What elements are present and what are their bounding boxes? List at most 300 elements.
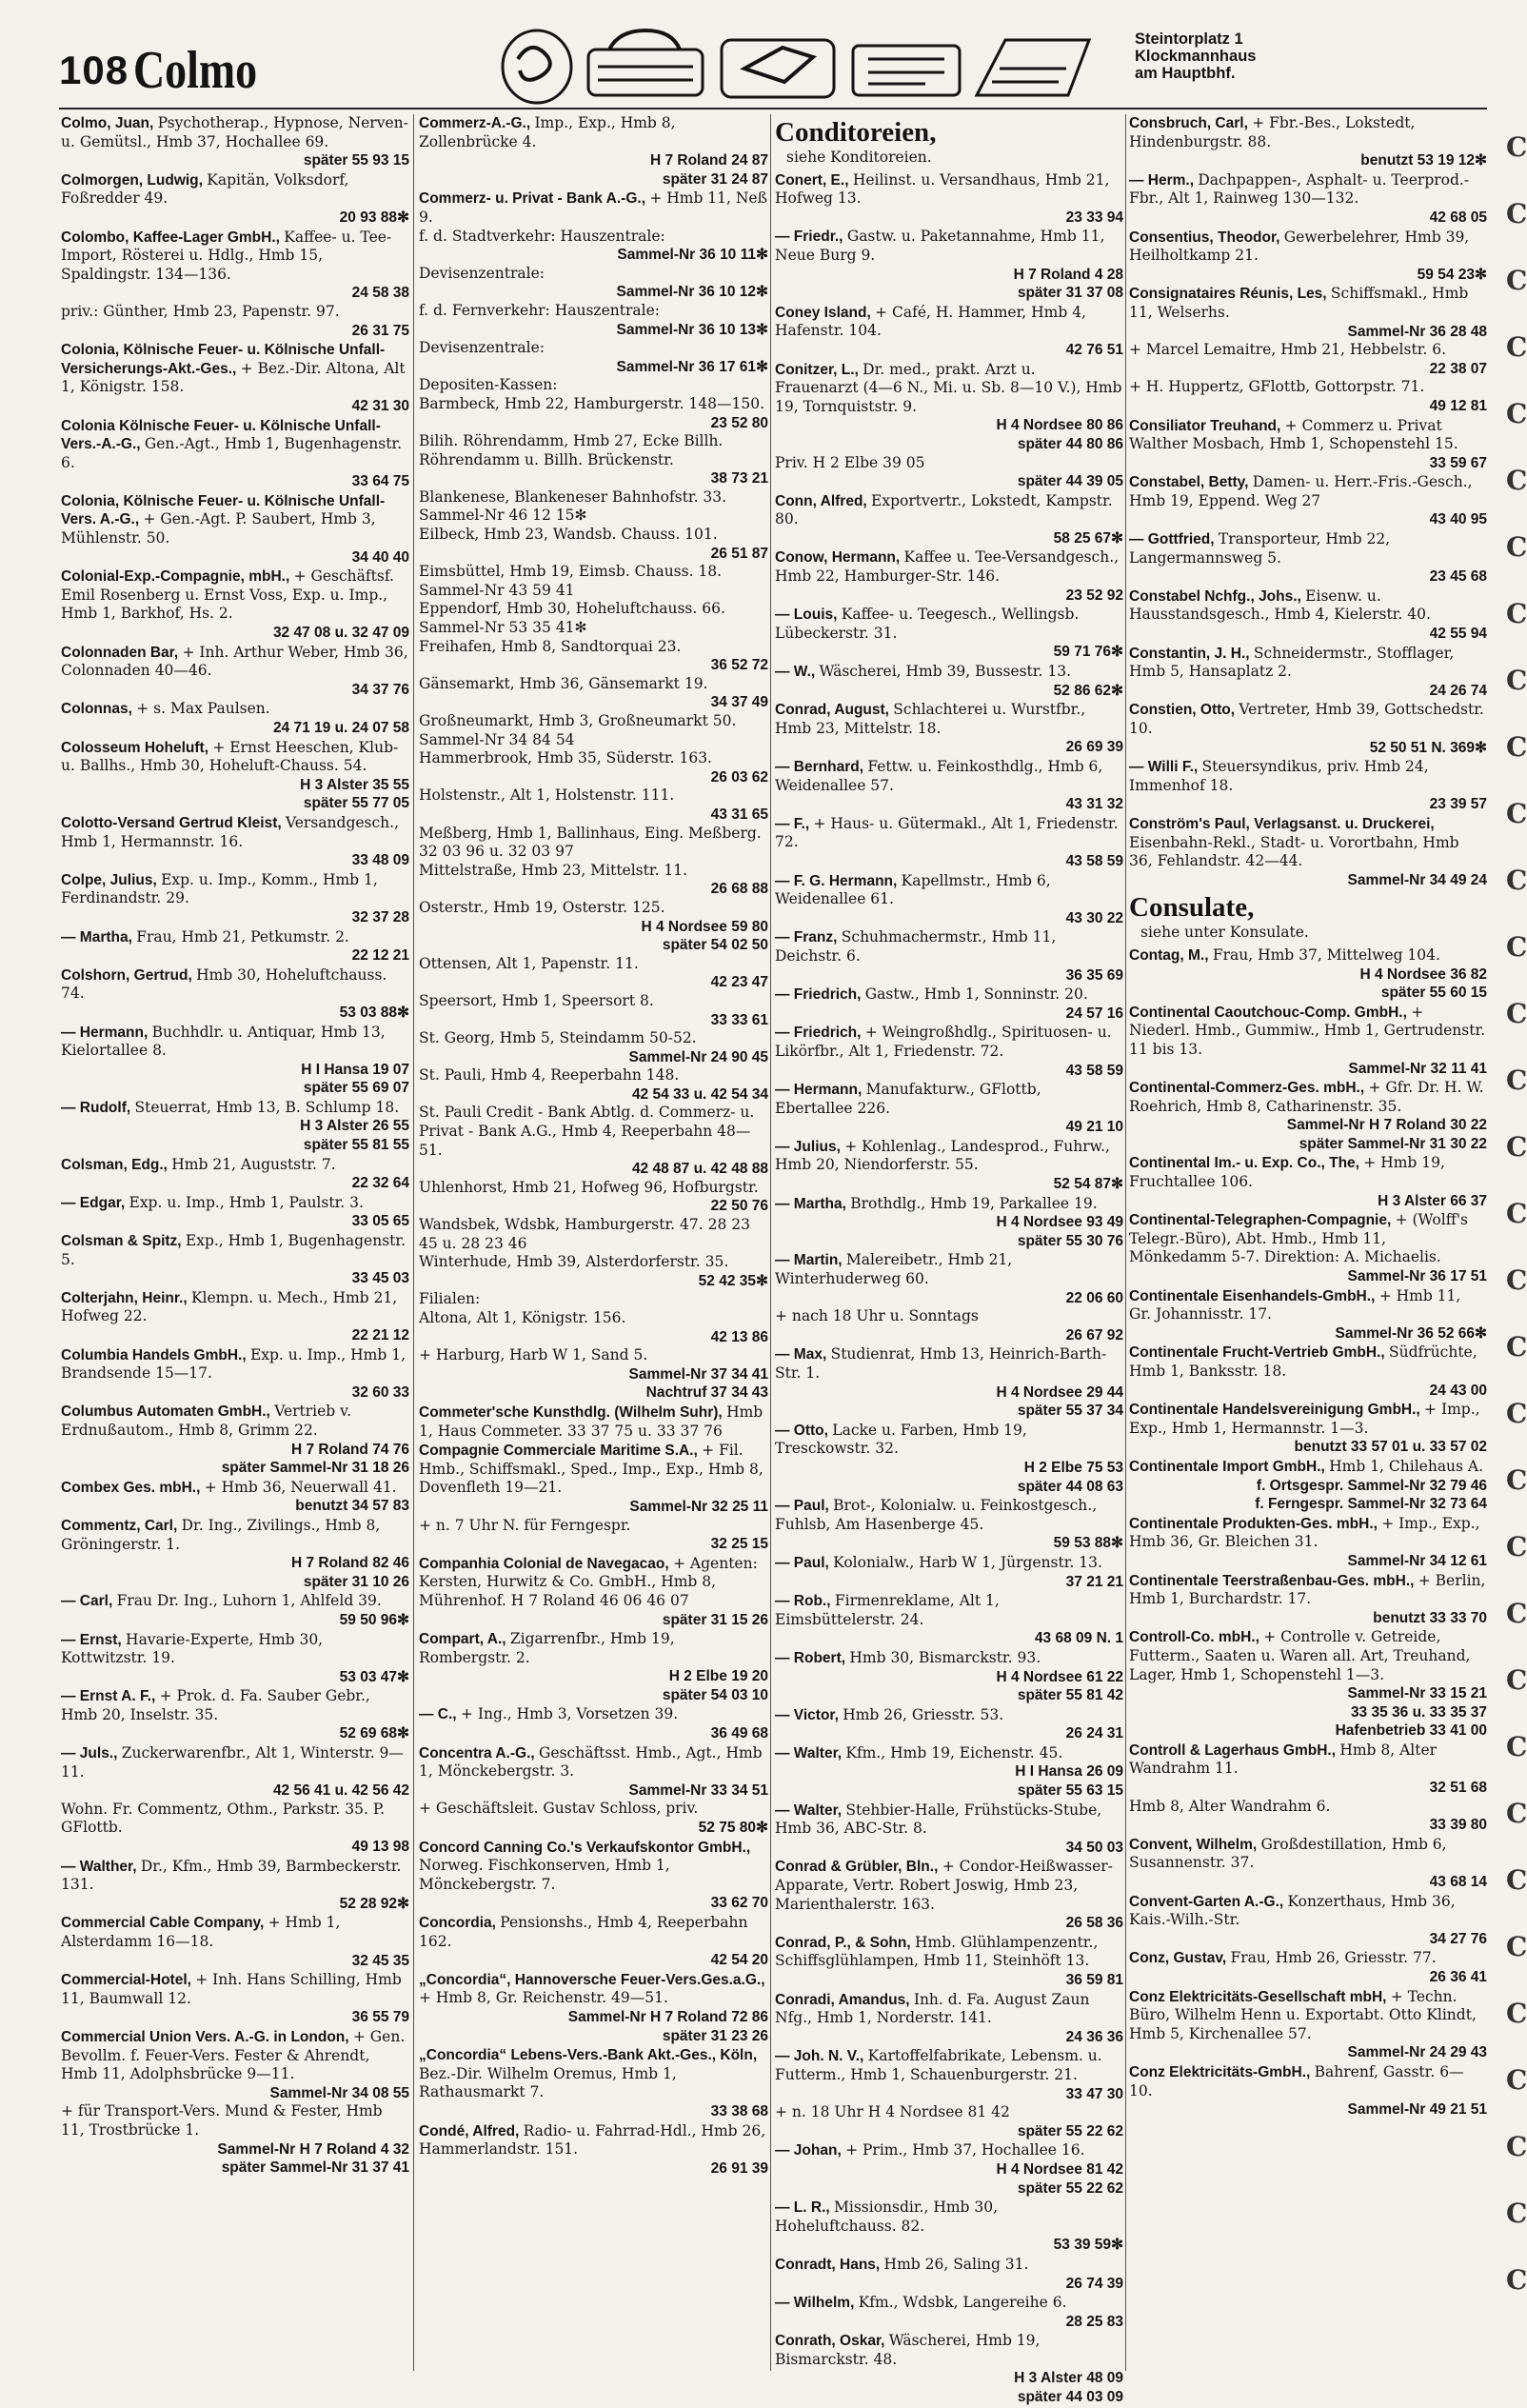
- phone-number: 52 50 51 N. 369✻: [1369, 739, 1487, 756]
- entry-name: Commeter'sche Kunsthdlg. (Wilhelm Suhr),: [419, 1403, 727, 1421]
- phone-number: 59 71 76✻: [1053, 644, 1123, 661]
- phone-number: 42 56 41 u. 42 56 42: [272, 1782, 409, 1800]
- entry-detail: Buchhdlr. u. Antiquar, Hmb 13, Kielortallee 8.: [61, 1023, 386, 1060]
- entry-detail: + Hmb 8, Gr. Reichenstr. 49—51.: [419, 1989, 668, 2007]
- phone-number: später 55 60 15: [1380, 985, 1487, 1002]
- entry-detail: Großdestillation, Hmb 6, Susannenstr. 37.: [1129, 1835, 1447, 1872]
- phone-number: 33 39 80: [1429, 1817, 1487, 1834]
- phone-number: 49 21 10: [1065, 1119, 1123, 1136]
- entry-name: Convent, Wilhelm,: [1129, 1836, 1261, 1853]
- entry-detail: Frau, Hmb 37, Mittelweg 104.: [1212, 945, 1440, 964]
- entry-name: Conrad, August,: [775, 702, 894, 719]
- entry-name: Continentale Eisenhandels-GmbH.,: [1129, 1287, 1379, 1304]
- running-head: Colmo: [133, 41, 258, 100]
- directory-entry: [775, 1251, 1123, 1344]
- entry-name: „Concordia“ Lebens-Vers.-Bank Akt.-Ges., Köln,: [419, 2047, 758, 2064]
- phone-number: 23 52 80: [710, 414, 768, 431]
- entry-detail: Eimsbüttel, Hmb 19, Eimsb. Chauss. 18. Sammel-Nr 43 59 41: [419, 563, 723, 599]
- entry-name: Coney Island,: [775, 304, 876, 321]
- entry-detail: + nach 18 Uhr u. Sonntags: [775, 1307, 979, 1325]
- phone-number: benutzt 34 57 83: [295, 1498, 409, 1515]
- entry-name: Commercial-Hotel,: [61, 1972, 196, 1989]
- phone-number: später 55 81 55: [303, 1137, 409, 1154]
- phone-number: 59 50 96✻: [339, 1611, 409, 1628]
- entry-name: — Martha,: [775, 1195, 851, 1212]
- entry-detail: Dachpappen-, Asphalt- u. Teerprod.-Fbr., Alt 1, Rainweg 130—132.: [1129, 170, 1470, 208]
- directory-entry: [61, 492, 409, 567]
- phone-number: H 3 Alster 66 37: [1378, 1192, 1487, 1209]
- phone-number: später Sammel-Nr 31 37 41: [221, 2159, 409, 2177]
- phone-number: 32 25 15: [710, 1536, 768, 1553]
- entry-detail: Steuerrat, Hmb 13, B. Schlump 18.: [134, 1098, 400, 1116]
- entry-name: Commerz-A.-G.,: [419, 115, 535, 131]
- entry-name: Conström's Paul, Verlagsanst. u. Druckerei,: [1129, 815, 1435, 832]
- entry-detail: + Geschäftsleit. Gustav Schloss, priv.: [419, 1800, 699, 1818]
- directory-entry: [775, 2141, 1123, 2198]
- phone-number: Sammel-Nr 24 29 43: [1347, 2044, 1487, 2061]
- entry-detail: Depositen-Kassen:: [419, 376, 558, 394]
- phone-number: 26 69 39: [1065, 739, 1123, 756]
- entry-detail: + Bez.-Dir. Altona, Alt 1, Königstr. 158.: [61, 359, 406, 396]
- phone-number: 49 12 81: [1429, 397, 1487, 414]
- phone-number: 43 40 95: [1429, 511, 1487, 528]
- entry-detail: + Marcel Lemaitre, Hmb 21, Hebbelstr. 6.: [1129, 341, 1447, 359]
- entry-name: — Edgar,: [61, 1194, 129, 1211]
- directory-entry: [775, 492, 1123, 548]
- directory-entry: [775, 1138, 1123, 1194]
- entry-detail: Geschäftsst. Hmb., Agt., Hmb 1, Mönckebergstr. 3.: [419, 1743, 763, 1781]
- column-2: [419, 114, 768, 2179]
- entry-name: — F.,: [775, 815, 814, 832]
- entry-name: — Juls.,: [61, 1745, 122, 1762]
- entry-name: Continentale Teerstraßenbau-Ges. mbH.,: [1129, 1572, 1418, 1589]
- entry-detail: + Hmb 1, Alsterdamm 16—18.: [61, 1914, 341, 1950]
- directory-entry: [61, 700, 409, 737]
- directory-entry: [419, 189, 768, 1403]
- phone-number: Sammel-Nr 33 15 21: [1347, 1685, 1487, 1702]
- directory-entry: [1129, 530, 1487, 587]
- phone-number: H I Hansa 19 07: [301, 1061, 409, 1078]
- entry-name: — Paul,: [775, 1498, 834, 1515]
- directory-entry: [1129, 473, 1487, 529]
- entry-detail: Norweg. Fischkonserven, Hmb 1, Mönckebergstr. 7.: [419, 1857, 670, 1893]
- entry-name: — Paul,: [775, 1554, 834, 1571]
- directory-entry: [1129, 1458, 1487, 1514]
- entry-detail: Blankenese, Blankeneser Bahnhofstr. 33. Sammel-Nr 46 12 15✻: [419, 488, 727, 525]
- section-reference: siehe Konditoreien.: [786, 149, 932, 166]
- entry-name: — Friedrich,: [775, 1025, 865, 1042]
- phone-number: 26 03 62: [710, 768, 768, 786]
- entry-detail: Dr., Kfm., Hmb 39, Barmbeckerstr. 131.: [61, 1857, 402, 1894]
- directory-entry: [61, 1289, 409, 1345]
- edge-fragment: C: [1506, 131, 1527, 163]
- phone-number: 26 51 87: [710, 545, 768, 562]
- phone-number: 33 35 36 u. 33 35 37: [1350, 1703, 1487, 1721]
- entry-detail: Speersort, Hmb 1, Speersort 8.: [419, 991, 654, 1009]
- entry-detail: Osterstr., Hmb 19, Osterstr. 125.: [419, 898, 665, 916]
- entry-detail: Kaffee u. Tee-Versandgesch., Hmb 22, Hamburger-Str. 146.: [775, 548, 1120, 586]
- phone-number: später 55 22 62: [1017, 2122, 1123, 2139]
- phone-number: Sammel-Nr 36 10 13✻: [616, 321, 768, 338]
- edge-fragment: C: [1506, 1398, 1527, 1429]
- phone-number: 34 40 40: [351, 548, 409, 566]
- directory-entry: [1129, 1079, 1487, 1153]
- entry-detail: Schlachterei u. Wurstfbr., Hmb 23, Mittelstr. 18.: [775, 701, 1086, 737]
- phone-number: H 2 Elbe 75 53: [1023, 1459, 1123, 1476]
- entry-detail: Zuckerwarenfbr., Alt 1, Winterstr. 9—11.: [61, 1744, 404, 1781]
- directory-entry: [775, 1991, 1123, 2047]
- directory-entry: [61, 928, 409, 965]
- entry-name: Conn, Alfred,: [775, 492, 872, 509]
- phone-number: Sammel-Nr 32 11 41: [1348, 1060, 1487, 1077]
- phone-number: 42 68 05: [1429, 209, 1487, 226]
- entry-detail: + Haus- u. Gütermakl., Alt 1, Friedenstr. 72.: [775, 814, 1119, 851]
- entry-detail: Brothdlg., Hmb 19, Parkallee 19.: [850, 1194, 1098, 1212]
- entry-detail: Freihafen, Hmb 8, Sandtorquai 23.: [419, 637, 682, 655]
- phone-number: 52 54 87✻: [1053, 1176, 1123, 1193]
- entry-name: Consentius, Theodor,: [1129, 229, 1284, 246]
- phone-number: 53 39 59✻: [1053, 2237, 1123, 2254]
- entry-name: Conradt, Hans,: [775, 2256, 884, 2273]
- directory-entry: [1129, 417, 1487, 473]
- entry-detail: + Fbr.-Bes., Lokstedt, Hindenburgstr. 88.: [1129, 114, 1416, 150]
- directory-entry: [775, 758, 1123, 814]
- directory-entry: [775, 228, 1123, 302]
- directory-entry: [61, 966, 409, 1023]
- entry-name: — Martin,: [775, 1252, 846, 1269]
- directory-entry: [775, 1801, 1123, 1858]
- entry-detail: Devisenzentrale:: [419, 264, 545, 282]
- section-heading: Consulate,: [1129, 892, 1255, 924]
- edge-fragment: C: [1506, 2264, 1527, 2296]
- edge-fragment: C: [1506, 1664, 1527, 1696]
- phone-number: H 7 Roland 82 46: [290, 1555, 409, 1572]
- directory-entry: [775, 1744, 1123, 1801]
- phone-number: 42 23 47: [710, 974, 768, 991]
- entry-name: Conert, E.,: [775, 171, 853, 189]
- entry-detail: Radio- u. Fahrrad-Hdl., Hmb 26, Hammerlandstr. 151.: [419, 2121, 766, 2159]
- phone-number: H 3 Alster 26 55: [300, 1118, 409, 1135]
- entry-name: Colonnaden Bar,: [61, 644, 183, 661]
- directory-entry: [775, 1195, 1123, 1251]
- entry-detail: + Agenten: Kersten, Hurwitz & Co. GmbH., Hmb 8, Mührenhof. H 7 Roland 46 06 46 07: [419, 1554, 758, 1609]
- phone-number: H 4 Nordsee 93 49: [996, 1214, 1123, 1231]
- entry-detail: Frau, Hmb 26, Griesstr. 77.: [1230, 1949, 1437, 1967]
- phone-number: 38 73 21: [710, 470, 768, 488]
- edge-fragment: C: [1506, 465, 1527, 496]
- phone-number: später 55 30 76: [1017, 1232, 1123, 1249]
- entry-detail: Altona, Alt 1, Königstr. 156.: [419, 1309, 626, 1326]
- entry-name: — Walter,: [775, 1801, 846, 1819]
- edge-fragment: C: [1506, 1731, 1527, 1762]
- phone-number: 22 32 64: [351, 1175, 409, 1192]
- phone-number: 42 55 94: [1429, 626, 1487, 643]
- phone-number: 34 37 76: [351, 681, 409, 698]
- phone-number: Sammel-Nr H 7 Roland 72 86: [567, 2008, 768, 2025]
- phone-number: 52 75 80✻: [698, 1820, 768, 1837]
- phone-number: 59 54 23✻: [1417, 266, 1487, 283]
- phone-number: später 31 37 08: [1017, 285, 1123, 302]
- directory-entry: [775, 2256, 1123, 2293]
- directory-entry: [61, 1479, 409, 1516]
- phone-number: H I Hansa 26 09: [1015, 1763, 1123, 1781]
- ad-line: am Hauptbhf.: [1135, 65, 1236, 82]
- entry-detail: + Commerz u. Privat Walther Mosbach, Hmb 1, Schopenstehl 15.: [1129, 416, 1458, 453]
- entry-detail: + Gfr. Dr. H. W. Roehrich, Hmb 8, Catharinenstr. 35.: [1129, 1079, 1484, 1115]
- entry-detail: Kapellmstr., Hmb 6, Weidenallee 61.: [775, 871, 1051, 908]
- entry-name: Colpe, Julius,: [61, 871, 162, 888]
- phone-number: 24 43 00: [1429, 1382, 1487, 1399]
- directory-entry: [61, 1024, 409, 1098]
- entry-detail: + n. 7 Uhr N. für Ferngespr.: [419, 1516, 631, 1534]
- directory-entry: [61, 1517, 409, 1591]
- entry-detail: + Prok. d. Fa. Sauber Gebr., Hmb 20, Inselstr. 35.: [61, 1687, 370, 1723]
- directory-entry: [1129, 946, 1487, 1003]
- section-reference: siehe unter Konsulate.: [1140, 924, 1309, 942]
- phone-number: H 4 Nordsee 59 80: [641, 918, 768, 935]
- entry-name: — Carl,: [61, 1593, 117, 1610]
- entry-detail: + Weingroßhdlg., Spirituosen- u. Likörfbr., Alt 1, Friedenstr. 72.: [775, 1024, 1112, 1060]
- entry-detail: Vertrieb v. Erdnußautom., Hmb 8, Grimm 22.: [61, 1403, 352, 1439]
- entry-detail: Frau Dr. Ing., Luhorn 1, Ahlfeld 39.: [116, 1592, 382, 1610]
- entry-detail: Bahrenf, Gasstr. 6—10.: [1129, 2062, 1464, 2100]
- directory-entry: [775, 1554, 1123, 1591]
- phone-number: 42 54 20: [710, 1952, 768, 1969]
- directory-entry: [775, 1706, 1123, 1743]
- entry-detail: Exportvertr., Lokstedt, Kampstr. 80.: [775, 491, 1113, 528]
- phone-number: 23 33 94: [1065, 209, 1123, 226]
- entry-name: Controll & Lagerhaus GmbH.,: [1129, 1741, 1340, 1759]
- entry-detail: Schuhmachermstr., Hmb 11, Deichstr. 6.: [775, 928, 1057, 965]
- phone-number: 43 68 14: [1429, 1874, 1487, 1891]
- directory-entry: [775, 1497, 1123, 1553]
- edge-fragment: C: [1506, 2198, 1527, 2229]
- phone-number: 43 68 09 N. 1: [1034, 1630, 1123, 1647]
- entry-name: — Rob.,: [775, 1593, 835, 1610]
- entry-name: Compart, A.,: [419, 1631, 510, 1648]
- entry-detail: Ottensen, Alt 1, Papenstr. 11.: [419, 954, 639, 972]
- entry-detail: + Ernst Heeschen, Klub- u. Ballhs., Hmb 30, Hoheluft-Chauss. 54.: [61, 738, 399, 775]
- entry-name: Convent-Garten A.-G.,: [1129, 1893, 1288, 1910]
- entry-name: Commerz- u. Privat - Bank A.-G.,: [419, 190, 650, 208]
- directory-entry: [775, 985, 1123, 1023]
- advertisement-illustration: [495, 21, 1104, 109]
- phone-number: 43 31 65: [710, 806, 768, 823]
- entry-name: Continental Im.- u. Exp. Co., The,: [1129, 1155, 1364, 1172]
- directory-entry: [61, 1403, 409, 1477]
- edge-fragment: C: [1506, 265, 1527, 296]
- entry-name: Colosseum Hoheluft,: [61, 739, 213, 756]
- directory-entry: [1129, 1628, 1487, 1741]
- phone-number: 32 45 35: [351, 1952, 409, 1969]
- phone-number: Sammel-Nr H 7 Roland 4 32: [217, 2140, 409, 2158]
- entry-detail: Winterhude, Hmb 39, Alsterdorferstr. 35.: [419, 1253, 729, 1271]
- directory-entry: [419, 1914, 768, 1970]
- phone-number: später 55 93 15: [303, 152, 409, 169]
- entry-detail: Gen.-Agt., Hmb 1, Bugenhagenstr. 6.: [61, 435, 403, 471]
- entry-detail: Kapitän, Volksdorf, Foßredder 49.: [61, 170, 349, 208]
- directory-entry: [1129, 1287, 1487, 1343]
- entry-detail: + Hmb 11, Neß 9.: [419, 189, 767, 226]
- phone-number: 26 68 88: [710, 881, 768, 898]
- entry-detail: Vertreter, Hmb 39, Gottschedstr. 10.: [1129, 701, 1484, 737]
- entry-detail: Psychotherap., Hypnose, Nerven- u. Gemütsl., Hmb 37, Hochallee 69.: [61, 114, 408, 150]
- edge-fragment: C: [1506, 1931, 1527, 1962]
- entry-detail: Gänsemarkt, Hmb 36, Gänsemarkt 19.: [419, 674, 708, 692]
- edge-fragment: C: [1506, 1198, 1527, 1229]
- entry-name: Commentz, Carl,: [61, 1517, 182, 1534]
- entry-name: — C.,: [419, 1706, 461, 1723]
- edge-fragment: C: [1506, 2064, 1527, 2096]
- phone-number: 33 47 30: [1065, 2085, 1123, 2102]
- entry-detail: Südfrüchte, Hmb 1, Banksstr. 18.: [1129, 1343, 1477, 1380]
- directory-entry: [61, 1592, 409, 1629]
- phone-number: H 4 Nordsee 29 44: [996, 1383, 1123, 1401]
- entry-detail: Schneidermstr., Stofflager, Hmb 5, Hansaplatz 2.: [1129, 644, 1455, 681]
- phone-number: 20 93 88✻: [339, 209, 409, 226]
- entry-name: Commercial Union Vers. A.-G. in London,: [61, 2028, 353, 2045]
- entry-detail: Uhlenhorst, Hmb 21, Hofweg 96, Hofburgstr.: [419, 1178, 759, 1196]
- directory-entry: [61, 1232, 409, 1288]
- entry-detail: f. d. Stadtverkehr: Hauszentrale:: [419, 227, 665, 245]
- phone-number: Hafenbetrieb 33 41 00: [1335, 1722, 1487, 1740]
- phone-number: H 4 Nordsee 81 42: [996, 2160, 1123, 2178]
- entry-name: Continental-Telegraphen-Compagnie,: [1129, 1212, 1396, 1229]
- entry-name: Companhia Colonial de Navegacao,: [419, 1555, 674, 1572]
- entry-detail: Bilih. Röhrendamm, Hmb 27, Ecke Billh. Röhrendamm u. Billh. Brückenstr.: [419, 432, 724, 468]
- entry-name: Constantin, J. H.,: [1129, 645, 1254, 662]
- entry-detail: priv.: Günther, Hmb 23, Papenstr. 97.: [61, 302, 340, 320]
- entry-name: Colonia, Kölnische Feuer- u. Kölnische Unfall-Versicherungs-Akt.-Ges.,: [61, 342, 386, 377]
- directory-entry: [775, 1024, 1123, 1080]
- directory-entry: [1129, 1515, 1487, 1571]
- column-divider: [413, 114, 414, 2371]
- entry-name: — Martha,: [61, 928, 137, 945]
- entry-name: — W.,: [775, 664, 820, 681]
- phone-number: Nachtruf 37 34 43: [645, 1384, 768, 1402]
- entry-name: Colombo, Kaffee-Lager GmbH.,: [61, 229, 285, 246]
- entry-detail: Dr. med., prakt. Arzt u. Frauenarzt (4—6 N., Mi. u. Sb. 8—10 V.), Hmb 19, Tornquiststr. 9.: [775, 360, 1122, 415]
- entry-name: — Friedr.,: [775, 229, 847, 246]
- entry-name: Colonnas,: [61, 701, 137, 718]
- entry-name: Conitzer, L.,: [775, 361, 863, 378]
- entry-detail: Hmb 1, Haus Commeter. 33 37 75 u. 33 37 76: [419, 1403, 764, 1440]
- entry-name: Colonial-Exp.-Compagnie, mbH.,: [61, 568, 294, 586]
- directory-entry: [419, 1555, 768, 1629]
- ad-line: Klockmannhaus: [1135, 48, 1257, 65]
- phone-number: 22 06 60: [1065, 1289, 1123, 1306]
- entry-detail: Exp. u. Imp., Komm., Hmb 1, Ferdinandstr. 29.: [61, 870, 378, 907]
- edge-fragment: C: [1506, 331, 1527, 363]
- entry-detail: Gastw. u. Paketannahme, Hmb 11, Neue Burg 9.: [775, 228, 1105, 264]
- edge-fragment: C: [1506, 998, 1527, 1029]
- entry-name: — Willi F.,: [1129, 759, 1202, 776]
- entry-name: Consiliator Treuhand,: [1129, 417, 1285, 434]
- directory-entry: [775, 171, 1123, 228]
- phone-number: H 7 Roland 74 76: [290, 1441, 409, 1458]
- directory-entry: [775, 361, 1123, 491]
- entry-name: Conow, Hermann,: [775, 549, 904, 567]
- phone-number: später 55 63 15: [1017, 1782, 1123, 1800]
- entry-name: Colterjahn, Heinr.,: [61, 1289, 191, 1306]
- entry-name: Colsman, Edg.,: [61, 1156, 172, 1173]
- entry-detail: Fettw. u. Feinkosthdlg., Hmb 6, Weidenallee 57.: [775, 758, 1103, 794]
- phone-number: später 55 77 05: [303, 795, 409, 812]
- phone-number: 36 55 79: [351, 2009, 409, 2026]
- phone-number: 23 45 68: [1429, 568, 1487, 586]
- entry-detail: Eilbeck, Hmb 23, Wandsb. Chauss. 101.: [419, 526, 718, 544]
- entry-name: Conz Elektricitäts-Gesellschaft mbH,: [1129, 1988, 1391, 2005]
- entry-name: — Victor,: [775, 1706, 843, 1723]
- phone-number: benutzt 53 19 12✻: [1360, 152, 1487, 169]
- entry-detail: Holstenstr., Alt 1, Holstenstr. 111.: [419, 786, 675, 805]
- section-heading: Conditoreien,: [775, 117, 937, 148]
- entry-name: — Ernst,: [61, 1631, 127, 1648]
- edge-fragment: C: [1506, 1598, 1527, 1629]
- directory-entry: [775, 1081, 1123, 1137]
- directory-entry: [775, 663, 1123, 700]
- phone-number: später 31 24 87: [662, 170, 768, 188]
- directory-entry: [61, 1914, 409, 1970]
- directory-entry: [61, 1156, 409, 1193]
- entry-detail: Imp., Exp., Hmb 8, Zollenbrücke 4.: [419, 114, 676, 150]
- directory-entry: [1129, 114, 1487, 170]
- entry-detail: Wäscherei, Hmb 39, Bussestr. 13.: [819, 663, 1071, 681]
- phone-number: Sammel-Nr 36 52 66✻: [1335, 1324, 1487, 1342]
- advertisement-address: [1135, 30, 1256, 82]
- entry-detail: f. d. Fernverkehr: Hauszentrale:: [419, 301, 660, 319]
- entry-detail: + Hmb 11, Gr. Johannisstr. 17.: [1129, 1286, 1461, 1323]
- typewriter-case-illustration: [495, 21, 1104, 109]
- page-number: 108: [59, 48, 129, 92]
- directory-entry: [1129, 1988, 1487, 2062]
- directory-entry: [61, 341, 409, 415]
- phone-number: 23 39 57: [1429, 796, 1487, 813]
- entry-detail: Klempn. u. Mech., Hmb 21, Hofweg 22.: [61, 1288, 398, 1325]
- directory-entry: [61, 171, 409, 228]
- entry-detail: Meßberg, Hmb 1, Ballinhaus, Eing. Meßberg. 32 03 96 u. 32 03 97: [419, 824, 762, 861]
- directory-entry: [419, 1744, 768, 1838]
- phone-number: 24 71 19 u. 24 07 58: [272, 720, 409, 736]
- entry-name: Continentale Import GmbH.,: [1129, 1458, 1330, 1475]
- entry-detail: Wohn. Fr. Commentz, Othm., Parkstr. 35. P. GFlottb.: [61, 1800, 386, 1837]
- entry-detail: Brot-, Kolonialw. u. Feinkostgesch., Fuhlsb, Am Hasenberge 45.: [775, 1497, 1098, 1533]
- phone-number: 53 03 88✻: [339, 1004, 409, 1021]
- directory-entry: [1129, 1154, 1487, 1210]
- directory-entry: [1129, 2063, 1487, 2119]
- entry-name: Condé, Alfred,: [419, 2122, 524, 2139]
- directory-entry: [775, 1934, 1123, 1990]
- directory-entry: [1129, 1572, 1487, 1628]
- entry-name: Contag, M.,: [1129, 946, 1213, 964]
- phone-number: 26 58 36: [1065, 1915, 1123, 1932]
- entry-detail: Dr. Ing., Zivilings., Hmb 8, Gröningerstr. 1.: [61, 1516, 381, 1553]
- directory-entry: [775, 2047, 1123, 2140]
- entry-detail: Kaffee- u. Tee-Import, Rösterei u. Hdlg., Hmb 15, Spaldingstr. 134—136.: [61, 228, 392, 283]
- entry-name: Conradi, Amandus,: [775, 1991, 914, 2008]
- entry-name: Constabel, Betty,: [1129, 474, 1253, 491]
- phone-number: Sammel-Nr 36 10 11✻: [617, 247, 768, 264]
- phone-number: 26 24 31: [1065, 1725, 1123, 1742]
- phone-number: Sammel-Nr 49 21 51: [1347, 2101, 1487, 2119]
- entry-name: Colmo, Juan,: [61, 115, 158, 131]
- entry-name: — Louis,: [775, 607, 842, 624]
- page-header: [0, 0, 1523, 114]
- entry-detail: + Gen.-Agt. P. Saubert, Hmb 3, Mühlenstr. 50.: [61, 510, 376, 547]
- directory-entry: [1129, 1004, 1487, 1078]
- phone-number: 42 54 33 u. 42 54 34: [631, 1085, 768, 1103]
- entry-detail: + Gen. Bevollm. f. Feuer-Vers. Fester & Ahrendt, Hmb 11, Adolphsbrücke 9—11.: [61, 2027, 406, 2083]
